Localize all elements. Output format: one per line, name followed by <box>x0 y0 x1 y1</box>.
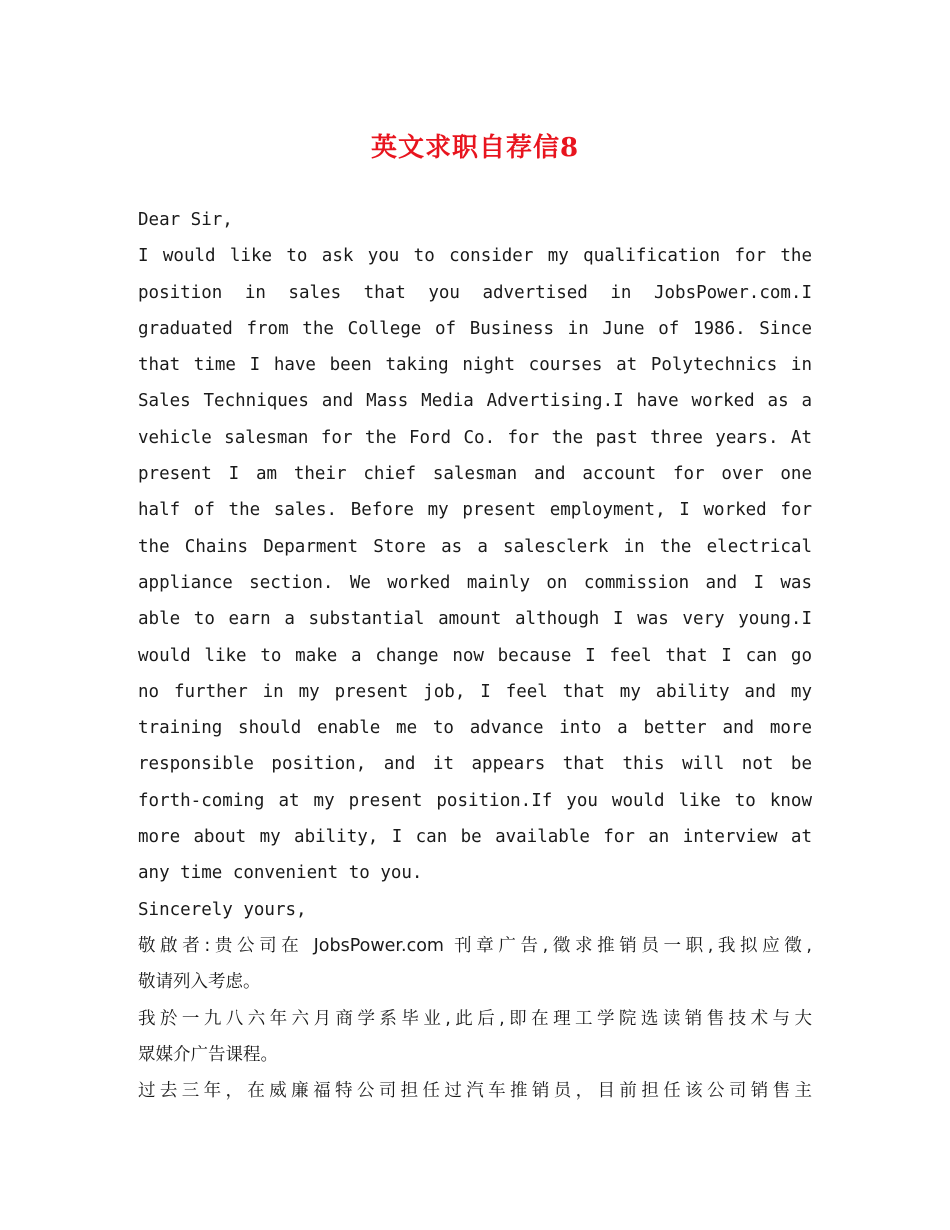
text-line: Dear Sir, <box>138 210 233 230</box>
text-line: the Chains Deparment Store as a salesclerk in the electrical <box>138 536 812 557</box>
text-line: more about my ability, I can be available for an interview at <box>138 827 812 848</box>
text-line: able to earn a substantial amount although I was very young.I <box>138 609 812 630</box>
text-line: 我於一九八六年六月商学系毕业,此后,即在理工学院选读销售技术与大 <box>138 1008 812 1029</box>
letter-body <box>138 202 812 1109</box>
text-line: position in sales that you advertised in JobsPower.com.I <box>138 282 812 303</box>
text-line: half of the sales. Before my present employment, I worked for <box>138 500 812 521</box>
text-line: vehicle salesman for the Ford Co. for the past three years. At <box>138 427 812 448</box>
document-title: 英文求职自荐信8 <box>370 133 580 163</box>
text-line: 敬请列入考虑。 <box>138 972 261 993</box>
text-line: 敬啟者:贵公司在 JobsPower.com 刊章广告,徵求推销员一职,我拟应徵, <box>138 935 812 956</box>
text-line: 过去三年，在威廉福特公司担任过汽车推销员，目前担任该公司销售主 <box>138 1081 812 1102</box>
text-line: graduated from the College of Business in June of 1986. Since <box>138 318 812 339</box>
text-line: Sincerely yours, <box>138 899 307 920</box>
text-line: appliance section. We worked mainly on commission and I was <box>138 572 812 593</box>
text-line: that time I have been taking night courses at Polytechnics in <box>138 355 812 376</box>
text-line: training should enable me to advance into a better and more <box>138 718 812 739</box>
text-line: any time convenient to you. <box>138 863 423 884</box>
text-line: present I am their chief salesman and account for over one <box>138 464 812 485</box>
text-line: Sales Techniques and Mass Media Advertising.I have worked as a <box>138 391 812 412</box>
text-line: forth-coming at my present position.If you would like to know <box>138 790 812 811</box>
text-line: would like to make a change now because I feel that I can go <box>138 645 812 666</box>
text-line: responsible position, and it appears that this will not be <box>138 754 812 775</box>
text-line: I would like to ask you to consider my qualification for the <box>138 246 812 267</box>
text-line: no further in my present job, I feel that my ability and my <box>138 681 812 702</box>
text-line: 眾媒介广告课程。 <box>138 1044 278 1065</box>
